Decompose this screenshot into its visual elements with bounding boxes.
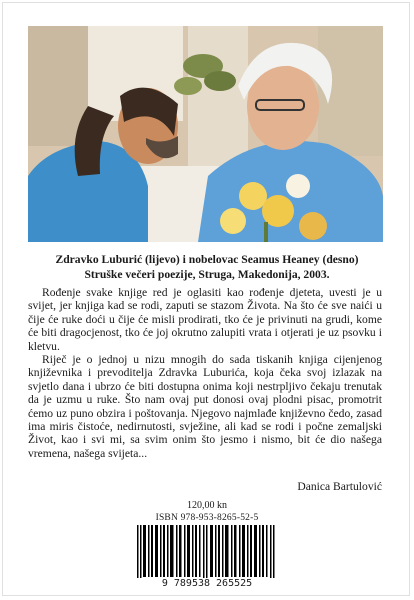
photo-illustration [28, 26, 383, 242]
price-label: 120,00 kn [187, 500, 227, 511]
blurb-paragraph-2: Riječ je o jednoj u nizu mnogih do sada tiskanih knjiga cijenjenog književnika i prevoditelja Zdravka Luburića, koja čeka svoj izlazak na svjetlo dana i ubrzo će biti dostupna onima koji nestrpljivo čekaju trenutak da je uzmu u ruke. Što nam ovaj put donosi ovaj plodni pisac, promotrit ćemo uz puno obzira i poštovanja. Njegovo najmlađe književno čedo, zasad ima miris čistoće, nedirnutosti, svježine, ali kad se rodi i počne zemaljski Život, kao i svi mi, sa svim onim što jesmo i nismo, bit će dio našega vremena, našega svijeta... [28, 353, 382, 460]
caption-line-1: Zdravko Luburić (lijevo) i nobelovac Seamus Heaney (desno) [55, 253, 359, 266]
blurb-text [28, 286, 382, 460]
author-signature: Danica Bartulović [297, 480, 382, 493]
cover-photo [28, 26, 383, 242]
photo-caption [20, 252, 394, 282]
isbn-label: ISBN 978-953-8265-52-5 [155, 513, 259, 523]
blurb-paragraph-1: Rođenje svake knjige red je oglasiti kao rođenje djeteta, uvesti je u svijet, jer knjiga kad se rodi, zaputi se stazom Života. Na što će sve naići u čije će ruke doći u čije će misli prodirati, tko će je privinuti na grudi, kome će biti dragocjenost, tko će joj okrutno zalupiti vrata i otjerati je uz psovku i kletvu. [28, 286, 382, 353]
caption-line-2: Struške večeri poezije, Struga, Makedonija, 2003. [84, 268, 330, 281]
barcode-digits: 9 789538 265525 [131, 578, 283, 589]
